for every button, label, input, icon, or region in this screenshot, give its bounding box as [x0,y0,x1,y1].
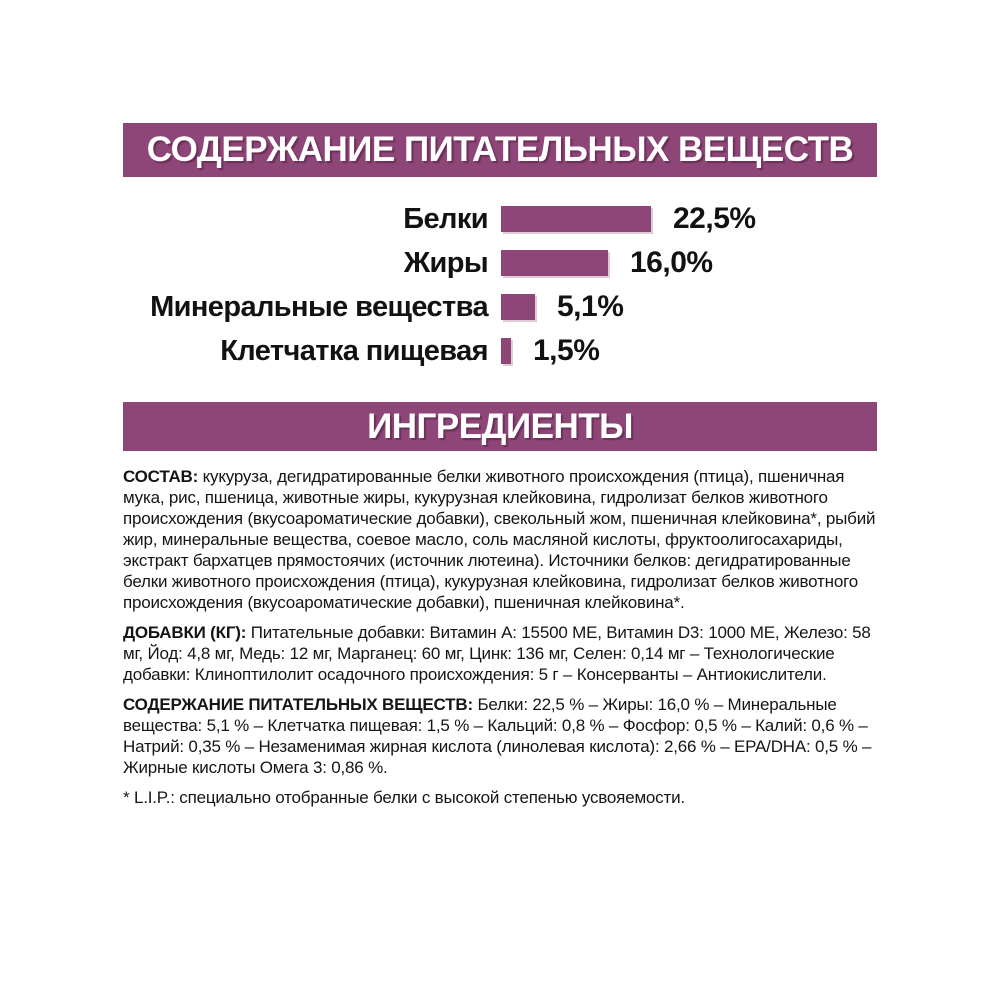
additives-label: ДОБАВКИ (КГ): [123,623,247,642]
chart-row [123,329,877,373]
chart-bar-value: 1,5% [533,334,600,367]
chart-row-label: Минеральные вещества [150,290,488,323]
ingredients-text-block [123,466,880,817]
chart-bar-value: 5,1% [557,290,624,323]
composition-label: СОСТАВ: [123,467,199,486]
chart-row-label: Жиры [403,246,488,279]
chart-row [123,197,877,241]
analysis-label: СОДЕРЖАНИЕ ПИТАТЕЛЬНЫХ ВЕЩЕСТВ: [123,695,473,714]
ingredients-header-band [123,402,877,451]
chart-bar-value: 16,0% [630,246,713,279]
chart-row-label: Белки [403,202,488,235]
composition-text: кукуруза, дегидратированные белки животного происхождения (птица), пшеничная мука, рис, пшеница, животные жиры, кукурузная клейковина, гидролизат белков животного происхождения (вкусоароматические добавки), свекольный жом, пшеничная клейковина*, рыбий жир, минеральные вещества, соевое масло, соль масляной кислоты, фруктоолигосахариды, экстракт бархатцев прямостоячих (источник лютеина). Источники белков: дегидратированные белки животного происхождения (птица), кукурузная клейковина, гидролизат белков животного происхождения (вкусоароматические добавки), пшеничная клейковина*. [123,467,876,612]
chart-bar-value: 22,5% [673,202,756,235]
nutrient-chart [123,197,877,373]
nutrient-content-header-title: СОДЕРЖАНИЕ ПИТАТЕЛЬНЫХ ВЕЩЕСТВ [146,130,854,169]
composition-paragraph [123,466,880,613]
chart-bar [501,338,511,364]
chart-row [123,285,877,329]
ingredients-header-title: ИНГРЕДИЕНТЫ [367,406,633,446]
chart-bar [501,206,651,232]
analysis-paragraph [123,694,880,778]
analysis-text: Белки: 22,5 % – Жиры: 16,0 % – Минеральные вещества: 5,1 % – Клетчатка пищевая: 1,5 % – Кальций: 0,8 % – Фосфор: 0,5 % – Калий: 0,6 % – Натрий: 0,35 % – Незаменимая жирная кислота (линолевая кислота): 2,66 % – EPA/DHA: 0,5 % – Жирные кислоты Омега 3: 0,86 %. [123,695,872,777]
chart-row-label: Клетчатка пищевая [220,334,488,367]
chart-bar [501,250,608,276]
chart-row [123,241,877,285]
additives-text: Питательные добавки: Витамин A: 15500 МЕ, Витамин D3: 1000 МЕ, Железо: 58 мг, Йод: 4,8 мг, Медь: 12 мг, Марганец: 60 мг, Цинк: 136 мг, Селен: 0,14 мг – Технологические добавки: Клиноптилолит осадочного происхождения: 5 г – Консерванты – Антиокислители. [123,623,871,684]
chart-bar [501,294,535,320]
nutrient-content-header-band [123,123,877,177]
lip-footnote: * L.I.P.: специально отобранные белки с высокой степенью усвояемости. [123,788,685,807]
additives-paragraph [123,622,880,685]
